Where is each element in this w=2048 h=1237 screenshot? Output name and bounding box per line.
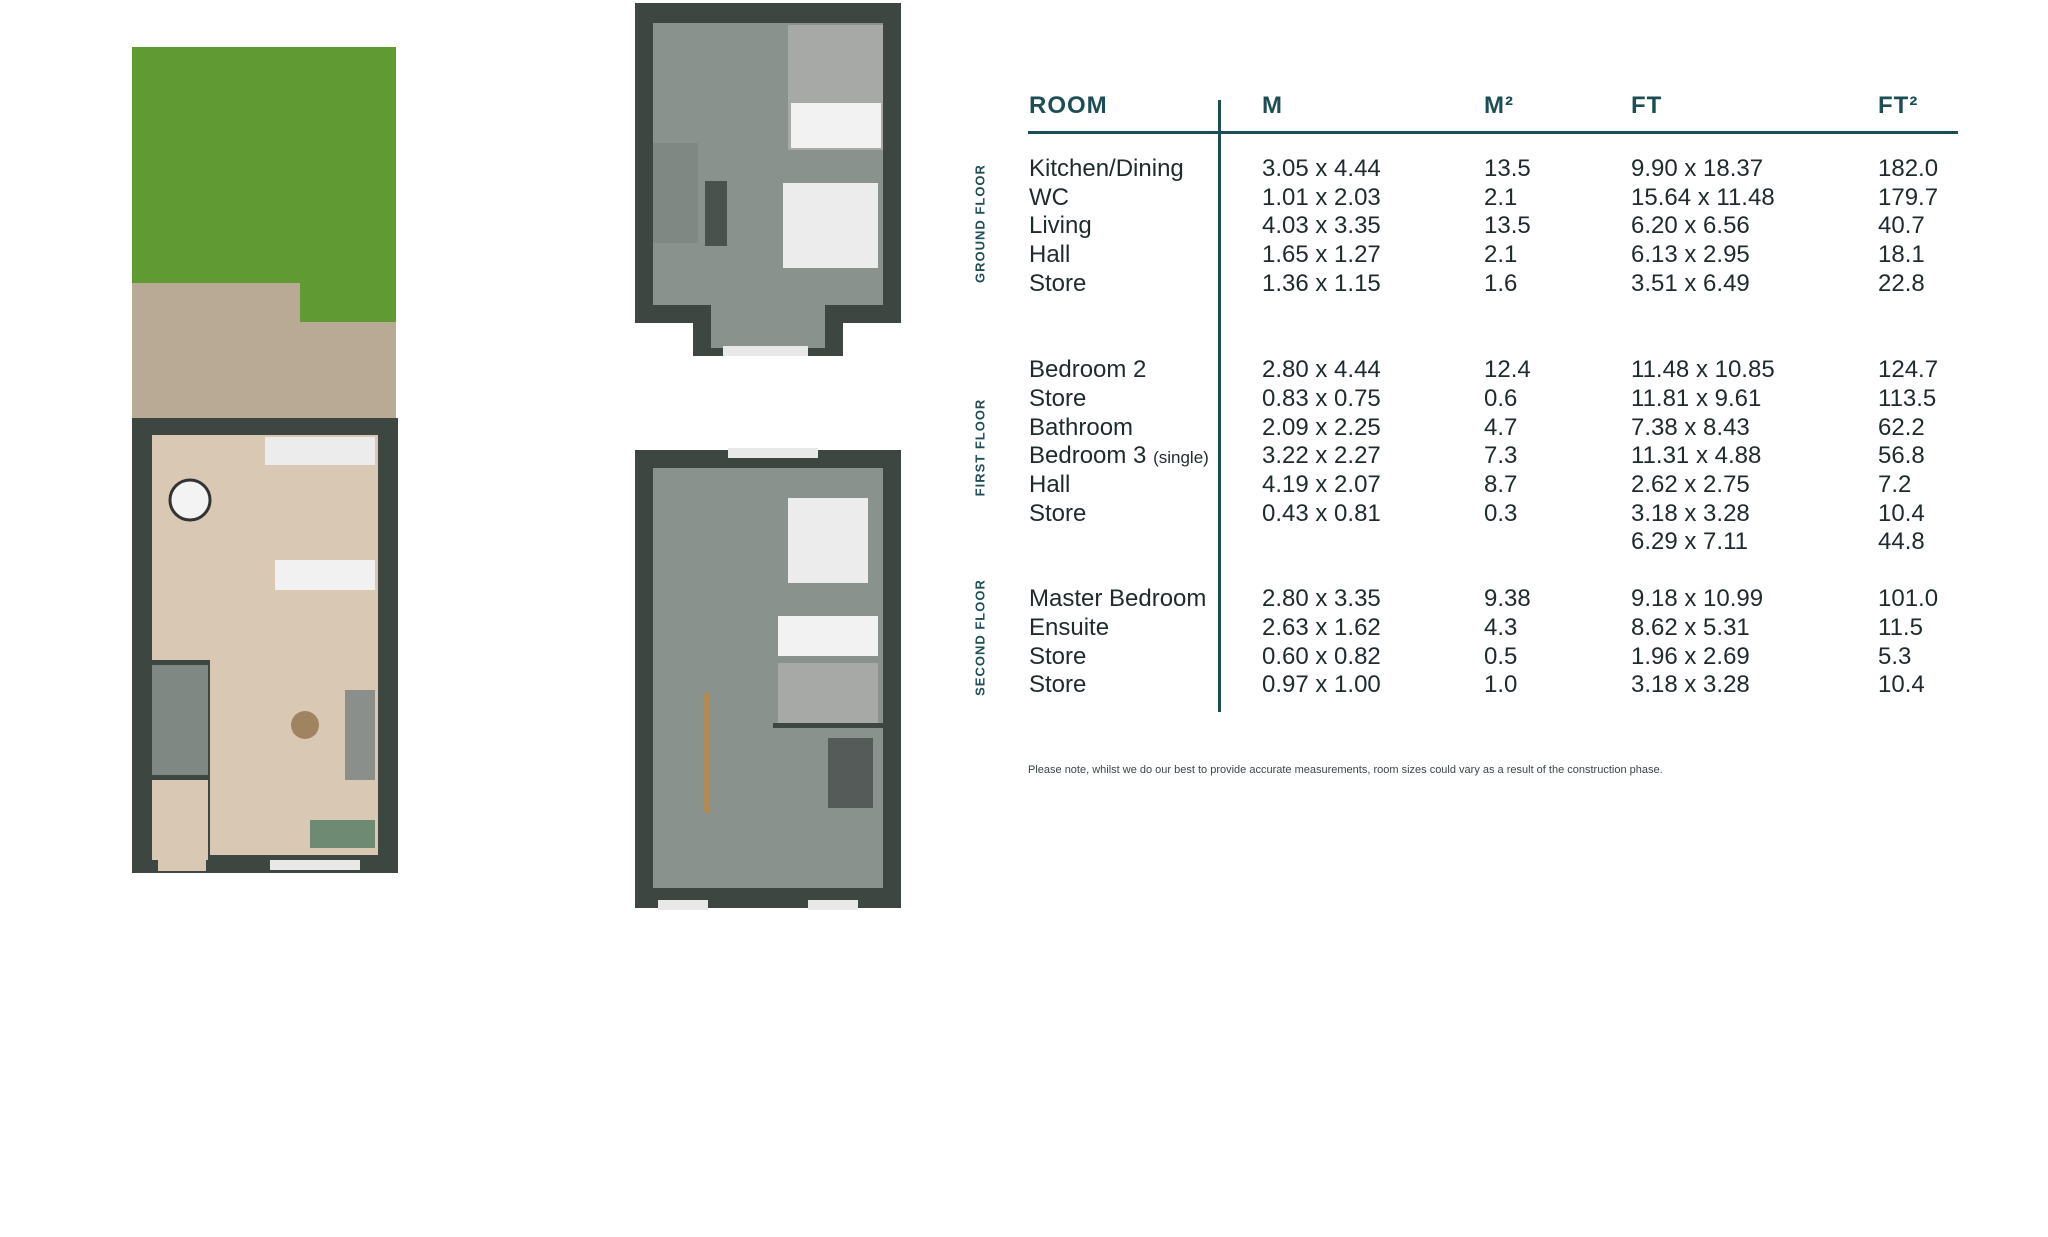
store-shelf	[705, 181, 727, 246]
room-area-ft2: 124.7	[1878, 356, 1939, 383]
section-label-second-floor: SECOND FLOOR	[972, 579, 988, 696]
room-area-ft2: 11.5	[1878, 614, 1923, 641]
room-metres: 2.09 x 2.25	[1262, 414, 1381, 441]
room-area-ft2: 62.2	[1878, 414, 1925, 441]
header-room: ROOM	[1029, 92, 1108, 119]
room-metres: 3.05 x 4.44	[1262, 155, 1381, 182]
room-area-ft2: 18.1	[1878, 241, 1925, 268]
room-metres: 4.03 x 3.35	[1262, 212, 1381, 239]
sofa	[345, 690, 375, 780]
room-name: Bathroom	[1029, 414, 1134, 441]
room-name: Store	[1029, 500, 1087, 527]
room-area-ft2: 101.0	[1878, 585, 1939, 612]
room-area-m2: 8.7	[1484, 471, 1518, 498]
room-area-ft2: 40.7	[1878, 212, 1925, 239]
room-area-ft2: 5.3	[1878, 643, 1912, 670]
bathtub	[778, 616, 878, 656]
room-area-ft2: 179.7	[1878, 184, 1939, 211]
island-counter	[275, 560, 375, 590]
room-name: Kitchen/Dining	[1029, 155, 1184, 182]
measurement-disclaimer: Please note, whilst we do our best to provide accurate measurements, room sizes could vary as a result of the construction phase.	[1028, 764, 1663, 776]
room-name: Store	[1029, 385, 1087, 412]
first-floor-plan	[633, 448, 903, 910]
room-feet: 11.81 x 9.61	[1631, 385, 1762, 412]
wc-floor	[152, 600, 378, 660]
room-area-ft2: 7.2	[1878, 471, 1912, 498]
header-rule	[1028, 131, 1958, 134]
kitchen-counter	[265, 437, 375, 465]
room-feet: 11.31 x 4.88	[1631, 442, 1762, 469]
ground-floor-plan	[130, 45, 400, 875]
room-metres: 4.19 x 2.07	[1262, 471, 1381, 498]
room-name: Store	[1029, 671, 1087, 698]
column-divider	[1218, 100, 1221, 712]
room-name-text: Bedroom 3	[1029, 442, 1147, 469]
room-metres: 0.83 x 0.75	[1262, 385, 1381, 412]
room-name: Hall	[1029, 241, 1071, 268]
stair-rail	[703, 693, 709, 813]
room-area-ft2: 44.8	[1878, 528, 1925, 555]
header-m2: M²	[1484, 92, 1514, 119]
room-area-m2: 12.4	[1484, 356, 1531, 383]
section-label-first-floor: FIRST FLOOR	[972, 398, 988, 497]
single-bed	[828, 738, 873, 808]
room-metres: 0.60 x 0.82	[1262, 643, 1381, 670]
window	[270, 860, 360, 870]
room-area-m2: 4.7	[1484, 414, 1518, 441]
shower	[791, 103, 881, 148]
room-feet: 9.18 x 10.99	[1631, 585, 1764, 612]
room-metres: 2.63 x 1.62	[1262, 614, 1381, 641]
room-area-m2: 7.3	[1484, 442, 1518, 469]
window	[723, 346, 808, 356]
room-feet: 6.29 x 7.11	[1631, 528, 1748, 555]
room-area-m2: 1.6	[1484, 270, 1518, 297]
room-name: Store	[1029, 270, 1087, 297]
header-ft2: FT²	[1878, 92, 1919, 119]
second-floor-plan	[633, 3, 903, 358]
armchair	[310, 820, 375, 848]
hall-floor	[711, 303, 825, 348]
room-metres: 1.01 x 2.03	[1262, 184, 1381, 211]
room-area-m2: 2.1	[1484, 241, 1518, 268]
room-area-ft2: 10.4	[1878, 500, 1925, 527]
window-top	[728, 448, 818, 458]
room-metres: 1.36 x 1.15	[1262, 270, 1381, 297]
coffee-table	[291, 711, 319, 739]
window-bottom-left	[658, 900, 708, 910]
room-feet: 11.48 x 10.85	[1631, 356, 1775, 383]
dining-table	[170, 480, 210, 520]
room-name	[1029, 442, 1209, 472]
room-name: Hall	[1029, 471, 1071, 498]
room-area-m2: 1.0	[1484, 671, 1518, 698]
section-label-ground-floor: GROUND FLOOR	[972, 164, 988, 283]
room-area-ft2: 10.4	[1878, 671, 1925, 698]
header-m: M	[1262, 92, 1283, 119]
room-area-ft2: 22.8	[1878, 270, 1925, 297]
room-area-ft2: 113.5	[1878, 385, 1937, 412]
room-feet: 9.90 x 18.37	[1631, 155, 1764, 182]
room-feet: 2.62 x 2.75	[1631, 471, 1750, 498]
room-metres: 0.43 x 0.81	[1262, 500, 1381, 527]
room-name: Store	[1029, 643, 1087, 670]
lawn-overlap	[300, 47, 396, 322]
room-feet: 3.51 x 6.49	[1631, 270, 1750, 297]
room-metres: 3.22 x 2.27	[1262, 442, 1381, 469]
room-name: WC	[1029, 184, 1069, 211]
room-area-m2: 0.5	[1484, 643, 1518, 670]
room-area-m2: 0.3	[1484, 500, 1518, 527]
stairs	[152, 665, 208, 775]
room-area-m2: 2.1	[1484, 184, 1518, 211]
room-area-m2: 13.5	[1484, 155, 1531, 182]
room-name: Living	[1029, 212, 1092, 239]
room-feet: 3.18 x 3.28	[1631, 671, 1750, 698]
room-metres: 0.97 x 1.00	[1262, 671, 1381, 698]
bathroom-tiles	[778, 663, 878, 723]
stairs	[653, 143, 698, 243]
room-name-note: (single)	[1153, 448, 1209, 467]
window-bottom-right	[808, 900, 858, 910]
room-name: Bedroom 2	[1029, 356, 1147, 383]
room-feet: 15.64 x 11.48	[1631, 184, 1775, 211]
room-feet: 8.62 x 5.31	[1631, 614, 1750, 641]
bed	[788, 498, 868, 583]
room-area-m2: 4.3	[1484, 614, 1518, 641]
hall-floor	[653, 618, 773, 888]
room-feet: 6.13 x 2.95	[1631, 241, 1750, 268]
room-feet: 7.38 x 8.43	[1631, 414, 1750, 441]
room-name: Ensuite	[1029, 614, 1110, 641]
room-area-ft2: 56.8	[1878, 442, 1925, 469]
room-area-m2: 13.5	[1484, 212, 1531, 239]
room-name: Master Bedroom	[1029, 585, 1207, 612]
hall-floor	[152, 780, 208, 860]
room-area-m2: 0.6	[1484, 385, 1518, 412]
double-bed	[783, 183, 878, 268]
room-area-m2: 9.38	[1484, 585, 1531, 612]
room-feet: 6.20 x 6.56	[1631, 212, 1750, 239]
room-metres: 2.80 x 4.44	[1262, 356, 1381, 383]
room-feet: 3.18 x 3.28	[1631, 500, 1750, 527]
front-door-gap	[158, 857, 206, 871]
header-ft: FT	[1631, 92, 1663, 119]
room-feet: 1.96 x 2.69	[1631, 643, 1750, 670]
room-area-ft2: 182.0	[1878, 155, 1939, 182]
room-metres: 2.80 x 3.35	[1262, 585, 1381, 612]
room-metres: 1.65 x 1.27	[1262, 241, 1381, 268]
